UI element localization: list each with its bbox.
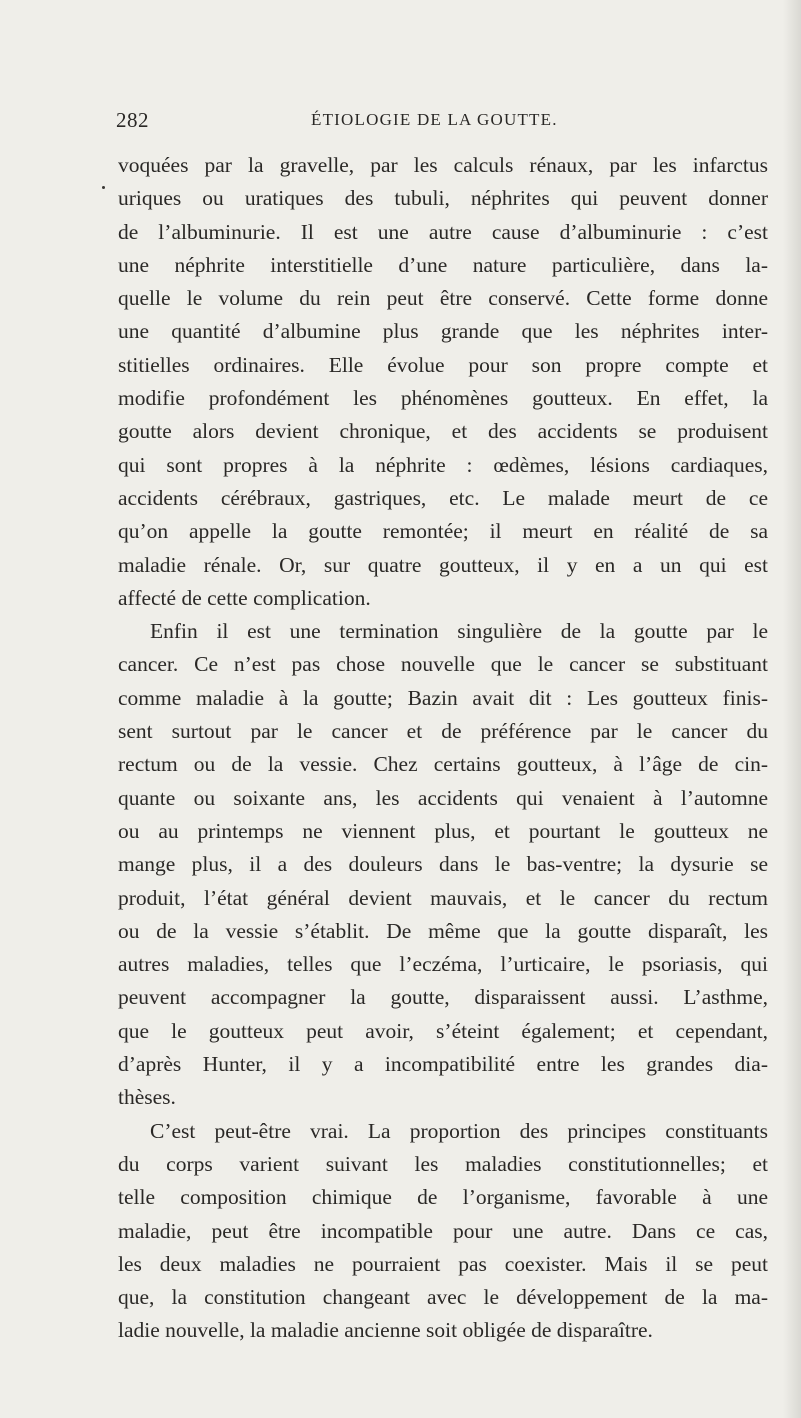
- text-line: les deux maladies ne pourraient pas coexister. Mais il se peut: [118, 1251, 768, 1276]
- text-line: sent surtout par le cancer et de préférence par le cancer du: [118, 719, 768, 744]
- text-line: que le goutteux peut avoir, s’éteint également; et cependant,: [118, 1018, 768, 1043]
- text-line: ou de la vessie s’établit. De même que la goutte disparaît, les: [118, 918, 768, 943]
- text-line: comme maladie à la goutte; Bazin avait dit : Les goutteux finis-: [118, 685, 768, 710]
- text-line: qu’on appelle la goutte remontée; il meurt en réalité de sa: [118, 519, 768, 544]
- body-text: [118, 149, 768, 1348]
- text-line: qui sont propres à la néphrite : œdèmes, lésions cardiaques,: [118, 452, 768, 477]
- text-line: maladie, peut être incompatible pour une autre. Dans ce cas,: [118, 1218, 768, 1243]
- text-line: uriques ou uratiques des tubuli, néphrites qui peuvent donner: [118, 186, 768, 211]
- text-line: ladie nouvelle, la maladie ancienne soit obligée de disparaître.: [118, 1318, 653, 1343]
- page-edge-shadow: [783, 0, 801, 1418]
- text-line: mange plus, il a des douleurs dans le bas-ventre; la dysurie se: [118, 852, 768, 877]
- text-line: maladie rénale. Or, sur quatre goutteux, il y en a un qui est: [118, 552, 768, 577]
- text-line: autres maladies, telles que l’eczéma, l’urticaire, le psoriasis, qui: [118, 952, 768, 977]
- text-line: produit, l’état général devient mauvais, et le cancer du rectum: [118, 885, 768, 910]
- text-line: ou au printemps ne viennent plus, et pourtant le goutteux ne: [118, 818, 768, 843]
- text-line: une quantité d’albumine plus grande que les néphrites inter-: [118, 319, 768, 344]
- text-line: thèses.: [118, 1085, 176, 1110]
- text-line: affecté de cette complication.: [118, 585, 371, 610]
- text-line: quante ou soixante ans, les accidents qui venaient à l’automne: [118, 785, 768, 810]
- page-number: 282: [116, 108, 149, 132]
- text-line: accidents cérébraux, gastriques, etc. Le malade meurt de ce: [118, 485, 768, 510]
- text-line: rectum ou de la vessie. Chez certains goutteux, à l’âge de cin-: [118, 752, 768, 777]
- text-line: modifie profondément les phénomènes goutteux. En effet, la: [118, 386, 768, 411]
- text-line: telle composition chimique de l’organisme, favorable à une: [118, 1185, 768, 1210]
- text-line: peuvent accompagner la goutte, disparaissent aussi. L’asthme,: [118, 985, 768, 1010]
- paragraph-first-line: Enfin il est une termination singulière de la goutte par le: [150, 619, 768, 644]
- text-line: quelle le volume du rein peut être conservé. Cette forme donne: [118, 286, 768, 311]
- paragraph-first-line: C’est peut-être vrai. La proportion des principes constituants: [150, 1118, 768, 1143]
- page-header: [116, 108, 768, 138]
- text-line: voquées par la gravelle, par les calculs rénaux, par les infarctus: [118, 153, 768, 177]
- text-line: que, la constitution changeant avec le développement de la ma-: [118, 1285, 768, 1310]
- text-line: une néphrite interstitielle d’une nature particulière, dans la-: [118, 252, 768, 277]
- text-line: du corps varient suivant les maladies constitutionnelles; et: [118, 1151, 768, 1176]
- text-line: cancer. Ce n’est pas chose nouvelle que le cancer se substituant: [118, 652, 768, 677]
- text-line: stitielles ordinaires. Elle évolue pour son propre compte et: [118, 352, 768, 377]
- running-title: ÉTIOLOGIE DE LA GOUTTE.: [311, 110, 558, 129]
- text-line: de l’albuminurie. Il est une autre cause d’albuminurie : c’est: [118, 219, 768, 244]
- text-line: d’après Hunter, il y a incompatibilité entre les grandes dia-: [118, 1052, 768, 1077]
- stray-ink-mark: [102, 186, 105, 189]
- text-line: goutte alors devient chronique, et des accidents se produisent: [118, 419, 768, 444]
